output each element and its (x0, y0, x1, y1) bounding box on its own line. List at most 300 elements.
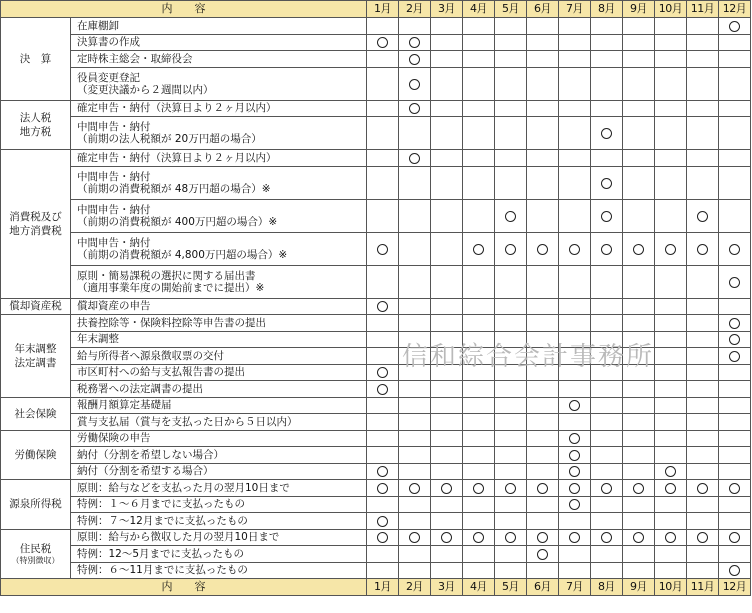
month-cell-10 (655, 463, 687, 480)
month-cell-3 (431, 397, 463, 414)
month-cell-2 (399, 447, 431, 464)
month-cell-10 (655, 348, 687, 365)
top-header-row (1, 1, 751, 18)
circle-mark-icon (729, 483, 740, 494)
circle-mark-icon (377, 37, 388, 48)
month-cell-8 (591, 298, 623, 315)
month-cell-9 (623, 513, 655, 530)
month-cell-12 (719, 414, 751, 431)
month-cell-8 (591, 496, 623, 513)
task-description (71, 117, 367, 150)
month-cell-11 (687, 348, 719, 365)
month-cell-8 (591, 381, 623, 398)
month-cell-9 (623, 117, 655, 150)
month-cell-9 (623, 447, 655, 464)
circle-mark-icon (569, 244, 580, 255)
circle-mark-icon (729, 334, 740, 345)
month-cell-9 (623, 67, 655, 100)
month-cell-1 (367, 513, 399, 530)
circle-mark-icon (377, 384, 388, 395)
month-cell-1 (367, 562, 399, 579)
category-name-line: 消費税及び (9, 210, 62, 223)
month-cell-6 (527, 315, 559, 332)
category-name-line: 年末調整 (14, 342, 57, 355)
month-cell-4 (463, 67, 495, 100)
month-cell-9 (623, 480, 655, 497)
month-cell-7 (559, 117, 591, 150)
schedule-row (1, 414, 751, 431)
month-cell-10 (655, 150, 687, 167)
task-description (71, 463, 367, 480)
month-cell-3 (431, 430, 463, 447)
month-cell-5 (495, 150, 527, 167)
month-cell-3 (431, 100, 463, 117)
watermark-text: 信和綜合会計事務所 (402, 342, 655, 372)
month-cell-6 (527, 562, 559, 579)
schedule-row (1, 513, 751, 530)
month-cell-6 (527, 480, 559, 497)
month-cell-1 (367, 67, 399, 100)
circle-mark-icon (601, 211, 612, 222)
month-cell-5 (495, 463, 527, 480)
circle-mark-icon (569, 483, 580, 494)
circle-mark-icon (601, 128, 612, 139)
circle-mark-icon (377, 244, 388, 255)
schedule-row (1, 447, 751, 464)
task-text-line: 原則：給与などを支払った月の翌月10日まで (77, 481, 290, 494)
month-cell-11 (687, 100, 719, 117)
month-cell-12 (719, 480, 751, 497)
month-header-12: 12月 (719, 579, 751, 596)
month-cell-5 (495, 414, 527, 431)
month-cell-12 (719, 232, 751, 265)
month-cell-1 (367, 529, 399, 546)
category-label (1, 18, 71, 101)
month-cell-2 (399, 232, 431, 265)
month-cell-1 (367, 150, 399, 167)
month-cell-6 (527, 117, 559, 150)
month-cell-9 (623, 529, 655, 546)
schedule-row (1, 34, 751, 51)
month-cell-1 (367, 447, 399, 464)
month-cell-2 (399, 51, 431, 68)
month-cell-4 (463, 480, 495, 497)
schedule-row (1, 496, 751, 513)
month-cell-1 (367, 496, 399, 513)
month-cell-10 (655, 562, 687, 579)
month-cell-8 (591, 51, 623, 68)
month-cell-7 (559, 34, 591, 51)
month-cell-10 (655, 381, 687, 398)
task-text-line: 原則・簡易課税の選択に関する届出書 (77, 269, 256, 282)
month-cell-8 (591, 447, 623, 464)
month-cell-9 (623, 562, 655, 579)
month-cell-5 (495, 232, 527, 265)
category-label (1, 529, 71, 579)
month-header-2: 2月 (399, 1, 431, 18)
circle-mark-icon (729, 277, 740, 288)
month-cell-9 (623, 414, 655, 431)
month-cell-10 (655, 447, 687, 464)
month-cell-6 (527, 34, 559, 51)
month-cell-12 (719, 34, 751, 51)
task-description (71, 480, 367, 497)
month-cell-8 (591, 315, 623, 332)
month-cell-1 (367, 364, 399, 381)
month-header-10: 10月 (655, 1, 687, 18)
month-cell-10 (655, 513, 687, 530)
task-text-line: 中間申告・納付 (77, 203, 151, 216)
month-cell-12 (719, 381, 751, 398)
task-description (71, 232, 367, 265)
month-cell-1 (367, 232, 399, 265)
schedule-row (1, 117, 751, 150)
circle-mark-icon (377, 466, 388, 477)
month-cell-6 (527, 51, 559, 68)
month-cell-3 (431, 51, 463, 68)
circle-mark-icon (729, 244, 740, 255)
month-cell-4 (463, 529, 495, 546)
month-cell-11 (687, 397, 719, 414)
month-cell-12 (719, 67, 751, 100)
month-cell-1 (367, 463, 399, 480)
month-cell-3 (431, 34, 463, 51)
month-cell-2 (399, 513, 431, 530)
month-cell-7 (559, 67, 591, 100)
month-cell-11 (687, 463, 719, 480)
month-cell-8 (591, 34, 623, 51)
month-cell-3 (431, 414, 463, 431)
month-cell-6 (527, 100, 559, 117)
category-name-line: 地方税 (19, 125, 52, 138)
task-description (71, 315, 367, 332)
month-cell-2 (399, 463, 431, 480)
circle-mark-icon (665, 244, 676, 255)
month-cell-7 (559, 51, 591, 68)
task-text-line: 中間申告・納付 (77, 121, 151, 133)
circle-mark-icon (473, 483, 484, 494)
month-header-3: 3月 (431, 579, 463, 596)
circle-mark-icon (441, 532, 452, 543)
month-cell-7 (559, 232, 591, 265)
month-cell-5 (495, 51, 527, 68)
month-cell-6 (527, 397, 559, 414)
month-cell-9 (623, 34, 655, 51)
month-cell-4 (463, 562, 495, 579)
schedule-row (1, 298, 751, 315)
circle-mark-icon (505, 211, 516, 222)
month-header-12: 12月 (719, 1, 751, 18)
task-text-line: （前期の消費税額が 4,800万円超の場合）※ (77, 248, 288, 261)
month-cell-8 (591, 414, 623, 431)
circle-mark-icon (473, 244, 484, 255)
month-cell-3 (431, 117, 463, 150)
task-description (71, 364, 367, 381)
month-cell-9 (623, 18, 655, 35)
month-cell-5 (495, 381, 527, 398)
month-cell-12 (719, 331, 751, 348)
month-cell-8 (591, 166, 623, 199)
task-text-line: 在庫棚卸 (77, 19, 119, 32)
month-cell-3 (431, 315, 463, 332)
month-cell-12 (719, 51, 751, 68)
month-cell-9 (623, 430, 655, 447)
month-cell-11 (687, 364, 719, 381)
circle-mark-icon (697, 483, 708, 494)
task-text-line: 特例：12～5月までに支払ったもの (77, 547, 245, 560)
task-text-line: 決算書の作成 (77, 36, 140, 49)
month-cell-10 (655, 199, 687, 232)
month-cell-12 (719, 529, 751, 546)
month-cell-7 (559, 298, 591, 315)
month-cell-4 (463, 298, 495, 315)
schedule-row (1, 381, 751, 398)
month-cell-5 (495, 117, 527, 150)
month-cell-5 (495, 529, 527, 546)
month-cell-11 (687, 34, 719, 51)
task-text-line: 年末調整 (77, 333, 119, 346)
month-cell-4 (463, 397, 495, 414)
month-cell-1 (367, 315, 399, 332)
circle-mark-icon (665, 532, 676, 543)
schedule-row (1, 397, 751, 414)
month-cell-3 (431, 150, 463, 167)
month-cell-2 (399, 496, 431, 513)
circle-mark-icon (377, 483, 388, 494)
task-description (71, 529, 367, 546)
month-cell-7 (559, 463, 591, 480)
month-cell-12 (719, 298, 751, 315)
circle-mark-icon (377, 301, 388, 312)
category-name-line: 労働保険 (14, 448, 57, 461)
schedule-row (1, 199, 751, 232)
month-cell-5 (495, 166, 527, 199)
task-text-line: 特例：１～６月までに支払ったもの (77, 498, 245, 511)
month-header-7: 7月 (559, 579, 591, 596)
schedule-row (1, 67, 751, 100)
month-cell-2 (399, 529, 431, 546)
month-cell-2 (399, 546, 431, 563)
month-cell-12 (719, 166, 751, 199)
circle-mark-icon (505, 244, 516, 255)
schedule-row (1, 463, 751, 480)
month-cell-8 (591, 265, 623, 298)
task-text-line: 確定申告・納付（決算日より２ヶ月以内） (77, 151, 277, 164)
circle-mark-icon (409, 532, 420, 543)
circle-mark-icon (409, 153, 420, 164)
month-cell-1 (367, 546, 399, 563)
month-cell-11 (687, 18, 719, 35)
bottom-header-row (1, 579, 751, 596)
month-cell-4 (463, 546, 495, 563)
circle-mark-icon (729, 532, 740, 543)
month-cell-7 (559, 381, 591, 398)
content-header: 内 容 (1, 579, 367, 596)
month-cell-12 (719, 562, 751, 579)
task-description (71, 562, 367, 579)
month-header-11: 11月 (687, 579, 719, 596)
month-cell-2 (399, 67, 431, 100)
month-cell-3 (431, 496, 463, 513)
month-cell-8 (591, 430, 623, 447)
category-name-line: 住民税 (19, 542, 52, 555)
month-cell-4 (463, 265, 495, 298)
month-cell-7 (559, 199, 591, 232)
month-cell-9 (623, 232, 655, 265)
task-description (71, 34, 367, 51)
circle-mark-icon (633, 244, 644, 255)
task-text-line: 労働保険の申告 (77, 432, 151, 445)
circle-mark-icon (729, 351, 740, 362)
month-cell-1 (367, 199, 399, 232)
month-cell-10 (655, 166, 687, 199)
schedule-row (1, 166, 751, 199)
month-cell-6 (527, 199, 559, 232)
task-text-line: 納付（分割を希望する場合） (77, 465, 214, 478)
month-cell-7 (559, 480, 591, 497)
category-label (1, 100, 71, 150)
schedule-row (1, 480, 751, 497)
category-name-line: 決 算 (19, 52, 52, 65)
month-cell-12 (719, 265, 751, 298)
circle-mark-icon (569, 433, 580, 444)
circle-mark-icon (377, 516, 388, 527)
month-cell-8 (591, 18, 623, 35)
month-header-11: 11月 (687, 1, 719, 18)
month-cell-4 (463, 315, 495, 332)
month-cell-10 (655, 315, 687, 332)
task-description (71, 298, 367, 315)
month-cell-3 (431, 513, 463, 530)
month-cell-2 (399, 18, 431, 35)
month-header-5: 5月 (495, 579, 527, 596)
month-cell-10 (655, 414, 687, 431)
month-cell-5 (495, 480, 527, 497)
circle-mark-icon (377, 367, 388, 378)
circle-mark-icon (697, 532, 708, 543)
category-label (1, 150, 71, 299)
month-cell-4 (463, 496, 495, 513)
month-cell-1 (367, 100, 399, 117)
month-cell-3 (431, 232, 463, 265)
month-cell-11 (687, 232, 719, 265)
month-cell-10 (655, 480, 687, 497)
content-header: 内 容 (1, 1, 367, 18)
month-cell-6 (527, 496, 559, 513)
month-cell-10 (655, 546, 687, 563)
month-cell-2 (399, 381, 431, 398)
circle-mark-icon (601, 483, 612, 494)
circle-mark-icon (409, 54, 420, 65)
schedule-row (1, 529, 751, 546)
month-cell-8 (591, 546, 623, 563)
month-cell-12 (719, 117, 751, 150)
month-cell-6 (527, 232, 559, 265)
month-cell-7 (559, 546, 591, 563)
month-header-6: 6月 (527, 579, 559, 596)
month-cell-10 (655, 397, 687, 414)
month-cell-7 (559, 315, 591, 332)
month-cell-8 (591, 199, 623, 232)
month-cell-9 (623, 265, 655, 298)
month-cell-7 (559, 166, 591, 199)
month-cell-8 (591, 150, 623, 167)
month-cell-11 (687, 315, 719, 332)
month-cell-1 (367, 480, 399, 497)
month-cell-2 (399, 265, 431, 298)
category-name-line: 法定調書 (14, 356, 57, 369)
circle-mark-icon (569, 499, 580, 510)
month-cell-11 (687, 447, 719, 464)
month-cell-11 (687, 51, 719, 68)
month-header-5: 5月 (495, 1, 527, 18)
category-label (1, 430, 71, 480)
month-cell-9 (623, 298, 655, 315)
month-cell-2 (399, 430, 431, 447)
month-cell-11 (687, 331, 719, 348)
month-cell-3 (431, 199, 463, 232)
circle-mark-icon (441, 483, 452, 494)
month-cell-8 (591, 397, 623, 414)
month-header-8: 8月 (591, 579, 623, 596)
month-cell-6 (527, 414, 559, 431)
month-cell-12 (719, 496, 751, 513)
month-cell-3 (431, 67, 463, 100)
task-text-line: 税務署への法定調書の提出 (77, 382, 203, 395)
month-cell-5 (495, 562, 527, 579)
month-cell-1 (367, 166, 399, 199)
month-header-1: 1月 (367, 1, 399, 18)
month-cell-9 (623, 150, 655, 167)
month-cell-11 (687, 298, 719, 315)
month-cell-2 (399, 150, 431, 167)
month-cell-9 (623, 397, 655, 414)
month-cell-1 (367, 397, 399, 414)
month-cell-7 (559, 562, 591, 579)
month-cell-7 (559, 496, 591, 513)
task-text-line: （前期の消費税額が 48万円超の場合）※ (77, 182, 271, 195)
month-cell-2 (399, 117, 431, 150)
month-cell-12 (719, 513, 751, 530)
circle-mark-icon (377, 532, 388, 543)
month-cell-1 (367, 414, 399, 431)
month-cell-12 (719, 463, 751, 480)
circle-mark-icon (729, 21, 740, 32)
month-cell-11 (687, 381, 719, 398)
month-cell-4 (463, 100, 495, 117)
month-cell-6 (527, 67, 559, 100)
month-cell-2 (399, 100, 431, 117)
month-cell-5 (495, 315, 527, 332)
month-cell-6 (527, 150, 559, 167)
month-cell-11 (687, 513, 719, 530)
month-cell-4 (463, 447, 495, 464)
task-description (71, 331, 367, 348)
month-cell-8 (591, 463, 623, 480)
month-cell-5 (495, 430, 527, 447)
category-name-line: 源泉所得税 (9, 498, 62, 511)
month-cell-12 (719, 199, 751, 232)
month-cell-1 (367, 51, 399, 68)
task-text-line: （変更決議から２週間以内） (77, 83, 214, 96)
task-description (71, 150, 367, 167)
month-cell-7 (559, 513, 591, 530)
month-cell-8 (591, 562, 623, 579)
month-cell-5 (495, 546, 527, 563)
month-cell-7 (559, 397, 591, 414)
circle-mark-icon (569, 400, 580, 411)
schedule-row (1, 562, 751, 579)
